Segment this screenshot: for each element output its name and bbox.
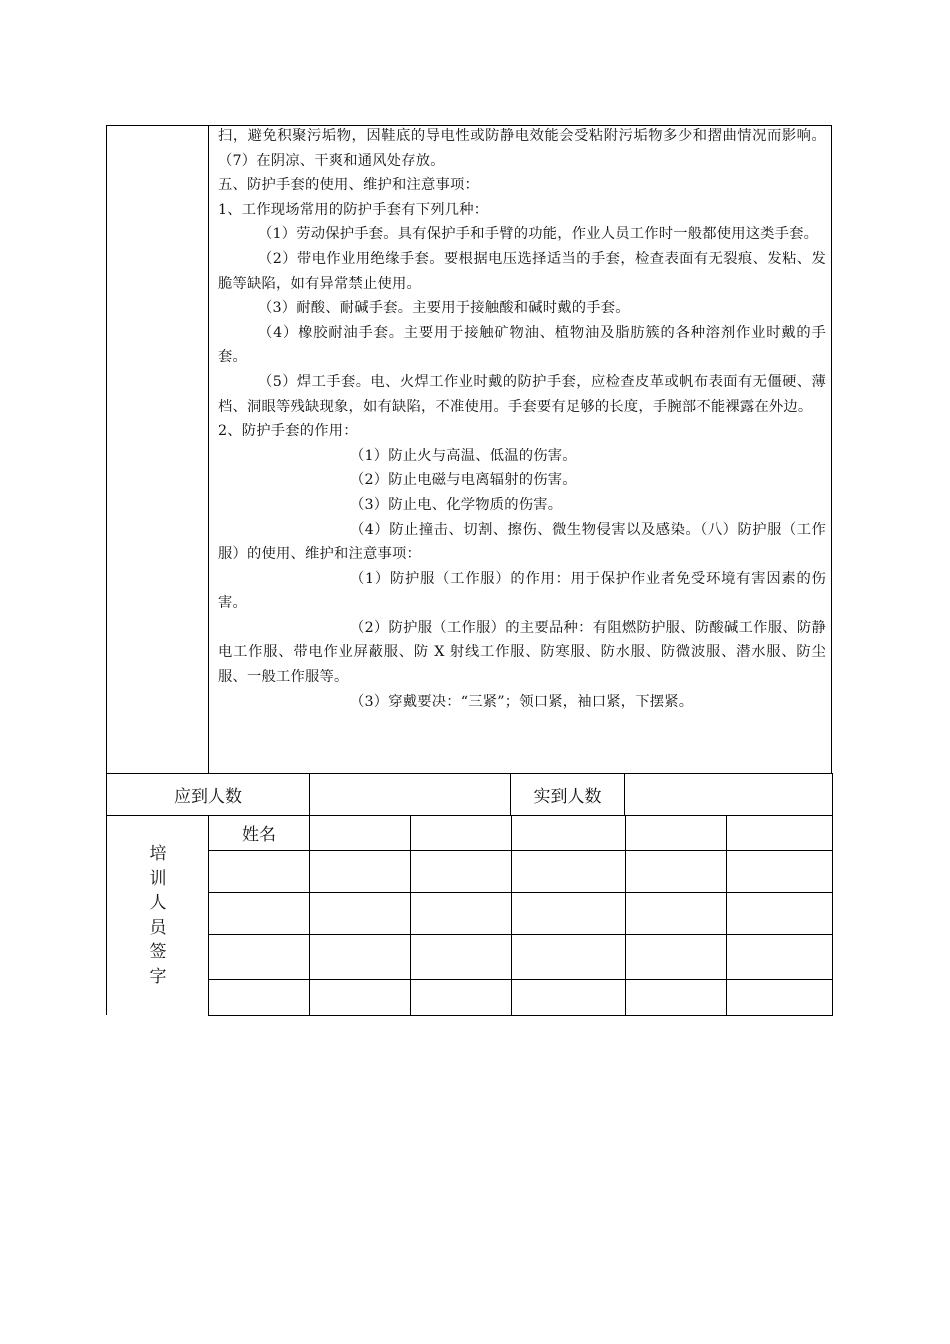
grid-column-divider (410, 815, 411, 1015)
grid-row-divider (209, 892, 832, 893)
grid-row-divider (209, 934, 832, 935)
signature-grid (208, 815, 833, 1016)
content-paragraph: （4）橡胶耐油手套。主要用于接触矿物油、植物油及脂肪簇的各种溶剂作业时戴的手套。 (218, 324, 826, 366)
signature-label-char: 员 (149, 917, 167, 938)
section-heading-gloves: 五、防护手套的使用、维护和注意事项： (218, 177, 479, 194)
expected-count-field[interactable] (310, 774, 511, 815)
left-label-cell (106, 125, 209, 774)
signature-label-char: 培 (149, 844, 167, 864)
content-paragraph: （2）带电作业用绝缘手套。要根据电压选择适当的手套，检查表面有无裂痕、发粘、发脆等缺陷，如有异常禁止使用。 (218, 250, 826, 292)
content-paragraph: 1、工作现场常用的防护手套有下列几种： (218, 201, 489, 218)
training-content (218, 124, 826, 714)
content-paragraph: （2）防止电磁与电离辐射的伤害。 (350, 472, 577, 489)
signature-label-char: 字 (149, 966, 167, 987)
signature-section-label (106, 815, 209, 1015)
content-paragraph: （1）防止火与高温、低温的伤害。 (350, 447, 577, 464)
content-paragraph: （1）防护服（工作服）的作用：用于保护作业者免受环境有害因素的伤害。 (218, 570, 826, 612)
content-paragraph: （2）防护服（工作服）的主要品种：有阻燃防护服、防酸碱工作服、防静电工作服、带电作业屏蔽服、防 X 射线工作服、防寒服、防水服、防微波服、潜水服、防尘服、一般工作服等。 (218, 619, 826, 686)
content-paragraph: 扫，避免积聚污垢物，因鞋底的导电性或防静电效能会受粘附污垢物多少和摺曲情况而影响。（7）在阴凉、干爽和通风处存放。 (218, 128, 826, 169)
name-column-header: 姓名 (242, 825, 276, 845)
grid-column-divider (309, 815, 310, 1015)
actual-count-field[interactable] (625, 774, 830, 815)
content-paragraph: 2、防护手套的作用： (218, 423, 358, 440)
expected-count-label: 应到人数 (107, 774, 310, 815)
content-paragraph: （4）防止撞击、切割、擦伤、微生物侵害以及感染。（八）防护服（工作服）的使用、维护和注意事项： (218, 521, 826, 563)
content-paragraph: （5）焊工手套。电、火焊工作业时戴的防护手套，应检查皮革或帆布表面有无僵硬、薄档、洞眼等残缺现象，如有缺陷，不准使用。手套要有足够的长度，手腕部不能裸露在外边。 (218, 373, 826, 415)
grid-row-divider (209, 850, 832, 851)
grid-column-divider (625, 815, 626, 1015)
signature-label-vertical (147, 842, 169, 989)
content-paragraph: （3）穿戴要决：“三紧”；领口紧，袖口紧，下摆紧。 (350, 693, 694, 710)
signature-label-char: 签 (149, 942, 167, 962)
grid-column-divider (511, 815, 512, 1015)
content-paragraph: （3）防止电、化学物质的伤害。 (350, 496, 563, 513)
content-paragraph: （1）劳动保护手套。具有保护手和手臂的功能，作业人员工作时一般都使用这类手套。 (258, 226, 819, 243)
signature-label-char: 人 (149, 893, 167, 913)
grid-column-divider (726, 815, 727, 1015)
content-paragraph: （3）耐酸、耐碱手套。主要用于接触酸和碱时戴的手套。 (258, 300, 630, 317)
attendance-row (106, 773, 833, 816)
actual-count-label: 实到人数 (511, 774, 625, 815)
signature-label-char: 训 (149, 868, 167, 889)
grid-row-divider (209, 979, 832, 980)
